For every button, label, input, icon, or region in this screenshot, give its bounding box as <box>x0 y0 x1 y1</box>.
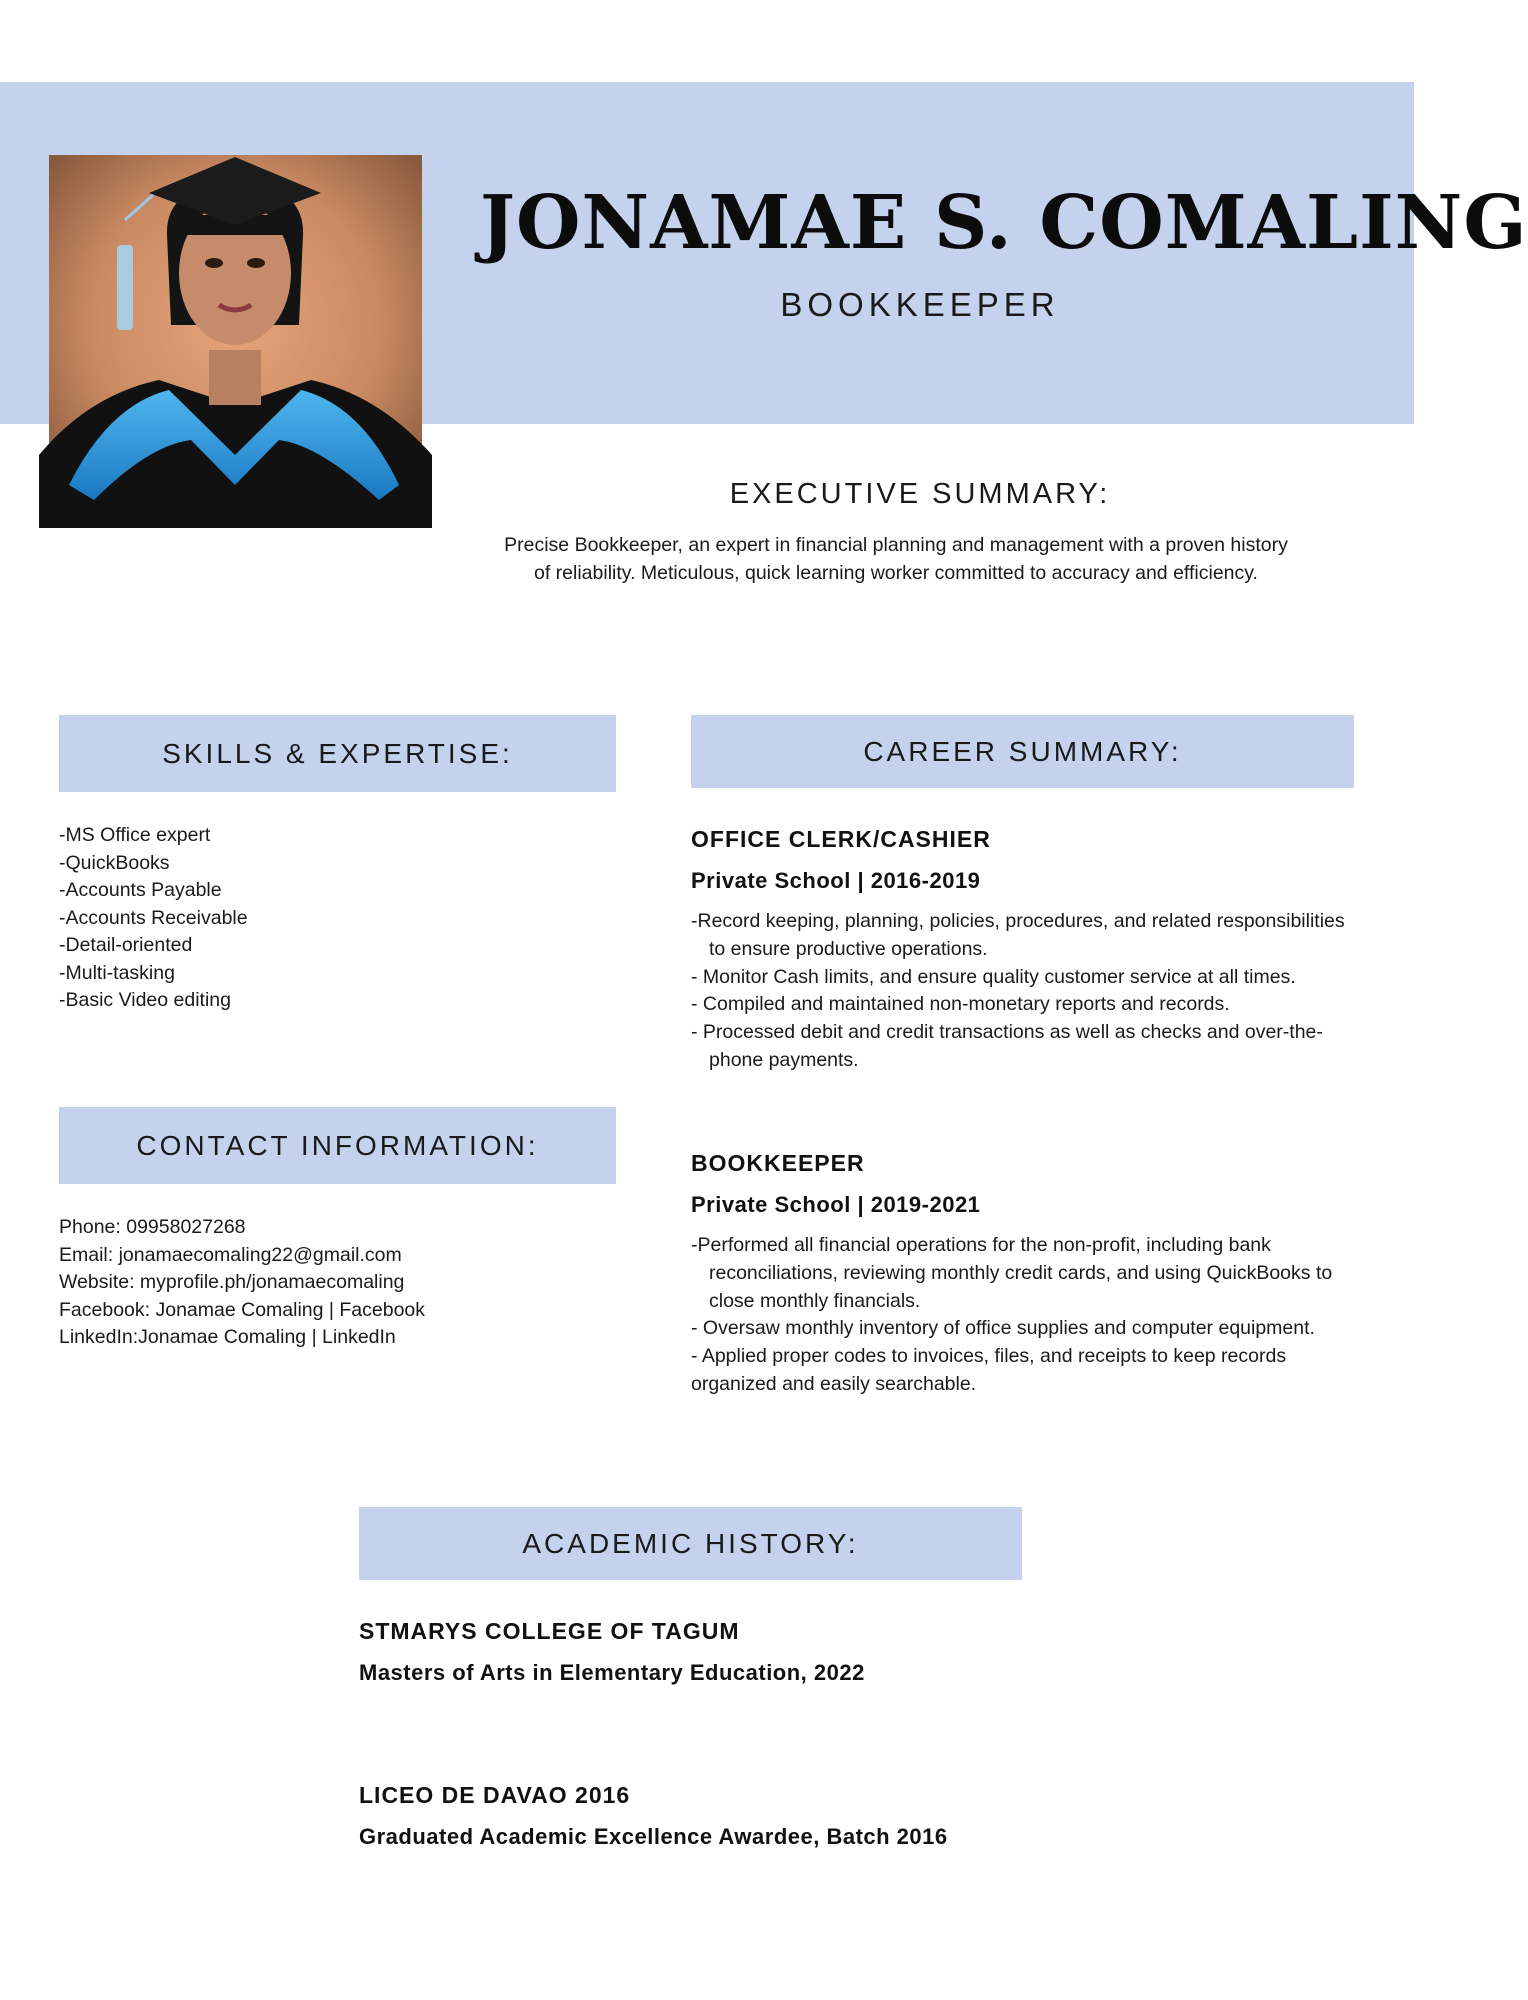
contact-facebook: Facebook: Jonamae Comaling | Facebook <box>59 1298 426 1321</box>
executive-summary-text: Precise Bookkeeper, an expert in financial planning and management with a proven history of reliability. Meticulous, quick learning worker committed to accuracy and efficiency. <box>504 534 1288 584</box>
school-detail: Masters of Arts in Elementary Education, 2022 <box>359 1660 865 1685</box>
job-duty: -Record keeping, planning, policies, procedures, and related responsibilities to ensure productive operations. <box>691 910 1345 960</box>
skill-item: -Detail-oriented <box>59 934 193 956</box>
skills-list <box>59 822 619 1015</box>
job-duty: - Monitor Cash limits, and ensure quality customer service at all times. <box>691 965 1296 988</box>
job-duty: - Applied proper codes to invoices, files, and receipts to keep records organized and easily searchable. <box>691 1345 1287 1395</box>
executive-summary-title: EXECUTIVE SUMMARY: <box>729 478 1111 510</box>
contact-email: Email: jonamaecomaling22@gmail.com <box>59 1243 402 1266</box>
school-name: STMARYS COLLEGE OF TAGUM <box>359 1618 740 1644</box>
contact-title: CONTACT INFORMATION: <box>136 1129 539 1161</box>
job-title: OFFICE CLERK/CASHIER <box>691 826 991 852</box>
job-subtitle: Private School | 2019-2021 <box>691 1192 981 1217</box>
skills-header <box>59 715 616 792</box>
job-duty: - Compiled and maintained non-monetary reports and records. <box>691 993 1230 1016</box>
skill-item: -Accounts Payable <box>59 879 222 901</box>
profile-photo <box>49 155 422 528</box>
academic-title: ACADEMIC HISTORY: <box>522 1527 859 1559</box>
job-subtitle: Private School | 2016-2019 <box>691 868 981 893</box>
career-title: CAREER SUMMARY: <box>863 735 1182 767</box>
career-header <box>691 715 1354 788</box>
job-duty: -Performed all financial operations for the non-profit, including bank reconciliations, reviewing monthly credit cards, and using QuickBooks to close monthly financials. <box>691 1234 1333 1312</box>
job-duty: - Processed debit and credit transactions as well as checks and over-the-phone payments. <box>691 1021 1323 1071</box>
skills-title: SKILLS & EXPERTISE: <box>162 737 513 769</box>
job-duties <box>691 908 1351 1075</box>
job-title: BOOKKEEPER <box>691 1150 865 1176</box>
contact-phone: Phone: 09958027268 <box>59 1216 246 1238</box>
contact-website: Website: myprofile.ph/jonamaecomaling <box>59 1271 405 1293</box>
contact-linkedin: LinkedIn:Jonamae Comaling | LinkedIn <box>59 1326 396 1348</box>
job-duty: - Oversaw monthly inventory of office supplies and computer equipment. <box>691 1317 1315 1340</box>
skill-item: -QuickBooks <box>59 851 170 874</box>
candidate-name: JONAMAE S. COMALING <box>480 180 1528 266</box>
contact-list <box>59 1214 619 1352</box>
candidate-role: BOOKKEEPER <box>780 286 1060 323</box>
school-name: LICEO DE DAVAO 2016 <box>359 1782 631 1808</box>
skill-item: -Multi-tasking <box>59 961 175 984</box>
skill-item: -Basic Video editing <box>59 989 231 1011</box>
contact-header <box>59 1107 616 1184</box>
academic-header <box>359 1507 1022 1580</box>
skill-item: -MS Office expert <box>59 824 211 846</box>
job-duties <box>691 1232 1351 1399</box>
school-detail: Graduated Academic Excellence Awardee, Batch 2016 <box>359 1824 948 1849</box>
skill-item: -Accounts Receivable <box>59 906 248 929</box>
